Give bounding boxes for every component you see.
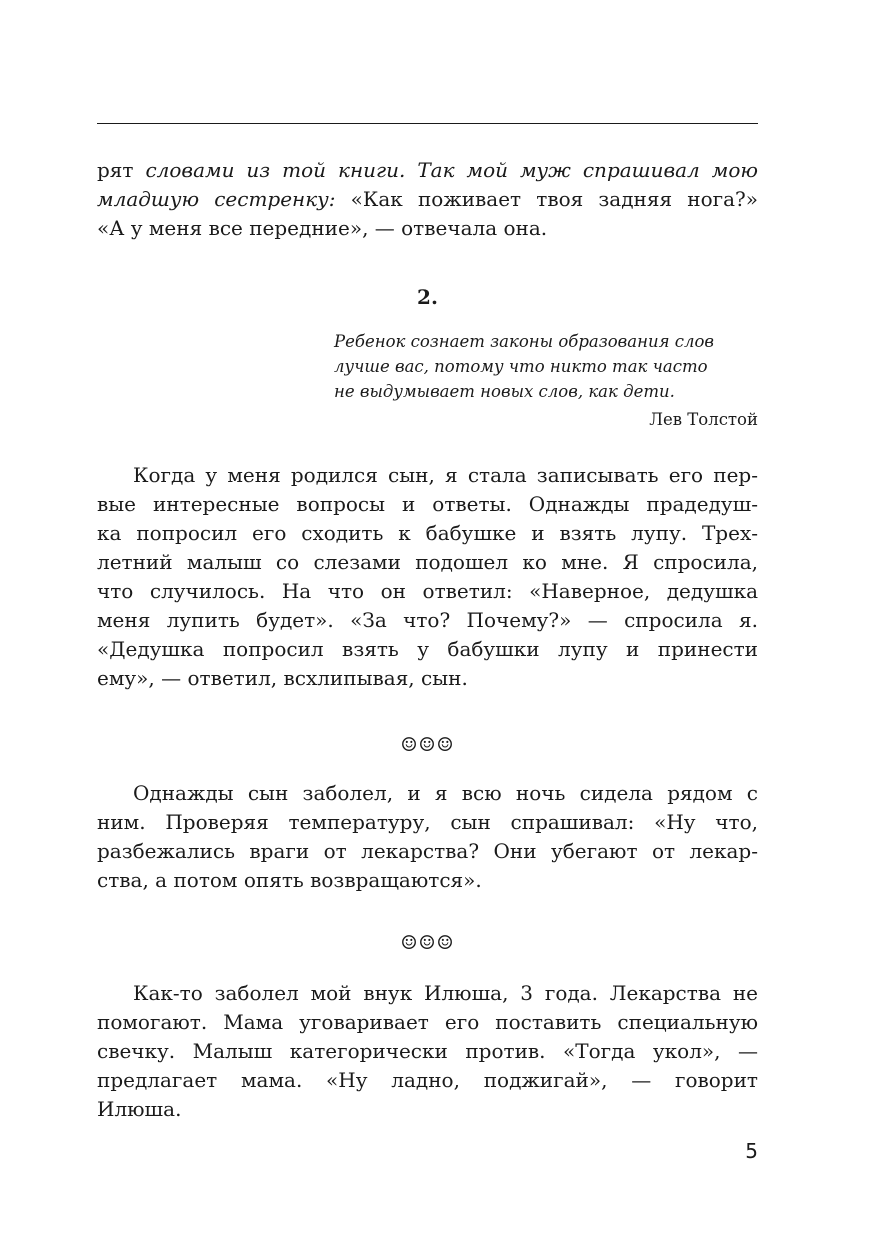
text-line: что случилось. На что он ответил: «Наверное, дедушка xyxy=(97,579,758,603)
text-line: вые интересные вопросы и ответы. Однажды прадедуш- xyxy=(97,492,758,516)
text-line: Илюша. xyxy=(97,1097,182,1121)
epigraph xyxy=(334,329,758,404)
text-line: ему», — ответил, всхлипывая, сын. xyxy=(97,666,468,690)
text-line: предлагает мама. «Ну ладно, поджигай», — говорит xyxy=(97,1068,758,1092)
text-line: Однажды сын заболел, и я всю ночь сидела рядом с xyxy=(133,781,758,805)
text-line: «А у меня все передние», — отвечала она. xyxy=(97,216,548,240)
epigraph-line: лучше вас, потому что никто так часто xyxy=(334,357,708,376)
text-line: помогают. Мама уговаривает его поставить специальную xyxy=(97,1010,758,1034)
page-number: 5 xyxy=(745,1139,758,1163)
text-line: ним. Проверяя температуру, сын спрашивал: «Ну что, xyxy=(97,810,758,834)
text-line: «Дедушка попросил взять у бабушки лупу и принести xyxy=(97,637,758,661)
paragraph-medicine-enemies xyxy=(97,779,758,895)
paragraph-grandfather-loupe xyxy=(97,461,758,693)
text-line: ства, а потом опять возвращаются». xyxy=(97,868,482,892)
paragraph-grandson-ilyusha xyxy=(97,979,758,1124)
text-line: рят словами из той книги. Так мой муж спрашивал мою xyxy=(97,158,758,182)
epigraph-line: не выдумывает новых слов, как дети. xyxy=(334,382,675,401)
text-line: летний малыш со слезами подошел ко мне. Я спросила, xyxy=(97,550,758,574)
epigraph-author: Лев Толстой xyxy=(649,410,758,429)
text-line: младшую сестренку: «Как поживает твоя задняя нога?» xyxy=(97,187,758,211)
text-line: Когда у меня родился сын, я стала записывать его пер- xyxy=(133,463,758,487)
text-line: меня лупить будет». «За что? Почему?» — спросила я. xyxy=(97,608,758,632)
text-line: Как-то заболел мой внук Илюша, 3 года. Лекарства не xyxy=(133,981,758,1005)
section-number: 2. xyxy=(417,285,438,309)
paragraph-continued xyxy=(97,156,758,243)
epigraph-line: Ребенок сознает законы образования слов xyxy=(334,332,715,351)
smiley-separator: ☺☺☺ xyxy=(400,932,455,954)
text-line: ка попросил его сходить к бабушке и взять лупу. Трех- xyxy=(97,521,758,545)
text-line: разбежались враги от лекарства? Они убегают от лекар- xyxy=(97,839,758,863)
smiley-separator: ☺☺☺ xyxy=(400,734,455,756)
header-rule xyxy=(97,123,758,124)
text-line: свечку. Малыш категорически против. «Тогда укол», — xyxy=(97,1039,758,1063)
